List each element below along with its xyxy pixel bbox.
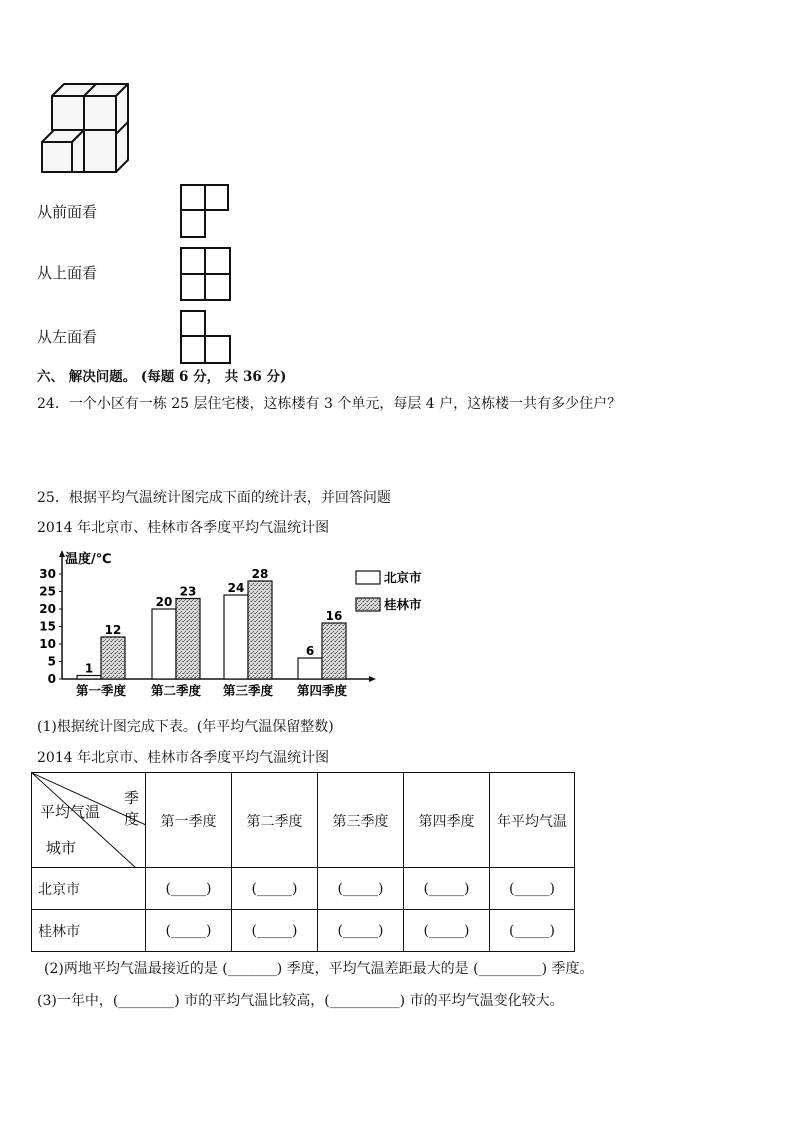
table-corner-header bbox=[32, 773, 146, 868]
part-1-instruction: (1)根据统计图完成下表。(年平均气温保留整数) bbox=[37, 719, 334, 735]
data-label: 20 bbox=[155, 595, 173, 609]
legend-swatch bbox=[356, 598, 380, 611]
category-label: 第三季度 bbox=[222, 683, 274, 698]
corner-label-city: 城市 bbox=[46, 839, 77, 857]
y-tick-label: 5 bbox=[47, 654, 56, 669]
data-label: 28 bbox=[251, 567, 269, 581]
column-header: 第三季度 bbox=[318, 773, 404, 868]
bar-beijing bbox=[224, 595, 248, 679]
data-label: 6 bbox=[305, 644, 315, 658]
data-label: 16 bbox=[325, 609, 343, 623]
legend-label: 桂林市 bbox=[384, 597, 422, 612]
answer-blank[interactable]: (_____) bbox=[318, 910, 404, 952]
table-caption: 2014 年北京市、桂林市各季度平均气温统计图 bbox=[37, 750, 330, 766]
column-header: 第二季度 bbox=[232, 773, 318, 868]
bar-beijing bbox=[152, 609, 176, 679]
question-24: 24．一个小区有一栋 25 层住宅楼，这栋楼有 3 个单元，每层 4 户，这栋楼一共有多少住户？ bbox=[37, 396, 622, 412]
bar-guilin bbox=[101, 637, 125, 679]
answer-blank[interactable]: (_____) bbox=[404, 910, 490, 952]
data-label: 1 bbox=[84, 661, 94, 676]
category-label: 第二季度 bbox=[150, 683, 202, 698]
answer-blank[interactable]: (_____) bbox=[146, 910, 232, 952]
y-tick-label: 15 bbox=[39, 619, 56, 634]
answer-blank[interactable]: (_____) bbox=[490, 868, 575, 910]
corner-label-season: 季度 bbox=[123, 789, 139, 828]
cube-figure bbox=[40, 82, 132, 174]
data-label: 12 bbox=[104, 623, 122, 637]
column-header: 第一季度 bbox=[146, 773, 232, 868]
temperature-bar-chart bbox=[35, 545, 455, 705]
answer-blank[interactable]: (_____) bbox=[146, 868, 232, 910]
table-row bbox=[32, 910, 575, 952]
data-label: 24 bbox=[227, 581, 245, 595]
y-tick-label: 30 bbox=[39, 567, 56, 581]
column-header: 年平均气温 bbox=[490, 773, 575, 868]
top-view-grid bbox=[179, 246, 233, 302]
section-heading: 六、 解决问题。 (每题 6 分， 共 36 分) bbox=[37, 369, 287, 385]
category-label: 第四季度 bbox=[296, 683, 348, 698]
bar-beijing bbox=[298, 658, 322, 679]
table-row bbox=[32, 868, 575, 910]
legend-label: 北京市 bbox=[384, 570, 422, 585]
bar-guilin bbox=[248, 581, 272, 679]
data-label: 23 bbox=[179, 584, 197, 599]
part-2-question: (2)两地平均气温最接近的是 (_______) 季度，平均气温差距最大的是 (_________) 季度。 bbox=[44, 961, 594, 977]
bar-guilin bbox=[176, 599, 200, 680]
legend-swatch bbox=[356, 571, 380, 584]
answer-blank[interactable]: (_____) bbox=[232, 910, 318, 952]
row-header-city: 北京市 bbox=[32, 868, 146, 910]
answer-blank[interactable]: (_____) bbox=[490, 910, 575, 952]
top-view-label: 从上面看 bbox=[37, 264, 98, 282]
answer-blank[interactable]: (_____) bbox=[232, 868, 318, 910]
category-label: 第一季度 bbox=[75, 683, 127, 698]
y-tick-label: 10 bbox=[39, 637, 56, 651]
column-header: 第四季度 bbox=[404, 773, 490, 868]
y-axis-label: 温度/℃ bbox=[65, 552, 112, 567]
x-axis-arrow bbox=[369, 676, 376, 682]
part-3-question: (3)一年中，(________) 市的平均气温比较高，(__________) 市的平均气温变化较大。 bbox=[37, 993, 564, 1009]
temperature-table bbox=[31, 772, 575, 952]
question-25: 25．根据平均气温统计图完成下面的统计表，并回答问题 bbox=[37, 490, 391, 506]
answer-blank[interactable]: (_____) bbox=[318, 868, 404, 910]
y-tick-label: 0 bbox=[47, 672, 56, 686]
y-tick-label: 25 bbox=[39, 584, 56, 599]
corner-label-temperature: 平均气温 bbox=[40, 803, 101, 821]
bar-beijing bbox=[77, 676, 101, 680]
left-view-grid bbox=[179, 309, 233, 365]
front-view-label: 从前面看 bbox=[37, 203, 98, 221]
answer-blank[interactable]: (_____) bbox=[404, 868, 490, 910]
front-view-grid bbox=[179, 183, 231, 239]
y-tick-label: 20 bbox=[39, 602, 56, 616]
bar-guilin bbox=[322, 623, 346, 679]
chart-caption: 2014 年北京市、桂林市各季度平均气温统计图 bbox=[37, 520, 330, 536]
row-header-city: 桂林市 bbox=[32, 910, 146, 952]
left-view-label: 从左面看 bbox=[37, 328, 98, 346]
